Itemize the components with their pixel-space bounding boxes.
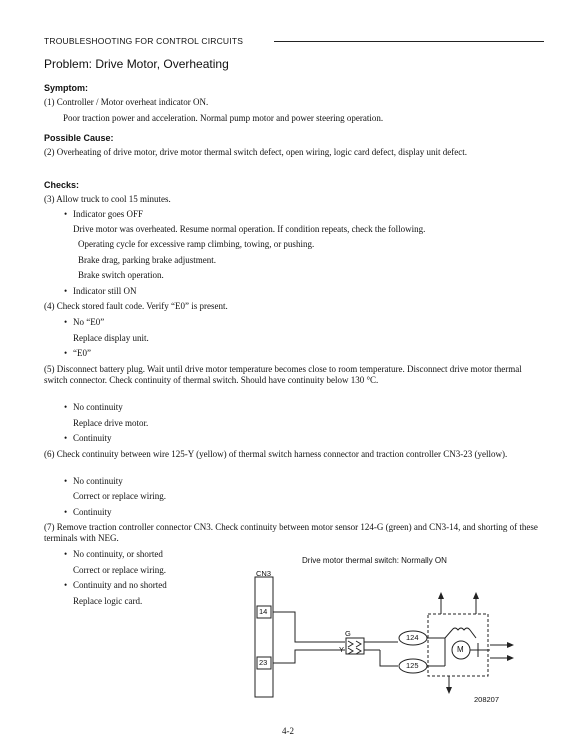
check-4-bullet-1: • No “E0”: [73, 317, 104, 328]
thermal-switch-coil: [445, 628, 476, 638]
problem-title: Problem: Drive Motor, Overheating: [44, 57, 229, 71]
symptom-label: Symptom:: [44, 83, 89, 93]
checks-label: Checks:: [44, 180, 80, 190]
diagram-caption: Drive motor thermal switch: Normally ON: [302, 556, 447, 565]
check-3-title: (3) Allow truck to cool 15 minutes.: [44, 194, 171, 204]
wire-124-green: [273, 612, 345, 642]
check-6-line-1: Correct or replace wiring.: [73, 491, 166, 501]
check-7-line-2: Replace logic card.: [73, 596, 143, 606]
check-3-line-4: Brake switch operation.: [78, 270, 164, 280]
check-6-title: (6) Check continuity between wire 125-Y (yellow) of thermal switch harness connector and traction controller CN3-23 (yellow).: [44, 449, 508, 459]
section-header: TROUBLESHOOTING FOR CONTROL CIRCUITS: [44, 36, 244, 46]
figure-number: 208207: [474, 695, 500, 704]
symptom-line-2: Poor traction power and acceleration. Normal pump motor and power steering operation.: [63, 113, 384, 123]
check-5-line-1: Replace drive motor.: [73, 418, 149, 428]
check-7-bullet-2: • Continuity and no shorted: [73, 580, 167, 591]
page-number: 4-2: [282, 726, 294, 736]
check-5-bullet-2: • Continuity: [73, 433, 112, 444]
node-125-label: 125: [406, 661, 419, 670]
check-5-title: (5) Disconnect battery plug. Wait until drive motor temperature becomes close to room temperature. Disconnect drive motor thermal switch connector. Check continuity of thermal switch. Should have continuity below 130 °C.: [44, 364, 522, 385]
check-4-bullet-2: • “E0”: [73, 348, 91, 359]
check-3-line-2: Operating cycle for excessive ramp climbing, towing, or pushing.: [78, 239, 315, 249]
check-3-bullet-1: • Indicator goes OFF: [73, 209, 143, 220]
cn3-connector-block: [255, 577, 273, 697]
cause-label: Possible Cause:: [44, 133, 114, 143]
check-5-bullet-1: • No continuity: [73, 402, 123, 413]
wire-125-yellow: [273, 650, 345, 663]
check-6-bullet-2: • Continuity: [73, 507, 112, 518]
connector-label: CN3: [256, 569, 272, 578]
check-4-title: (4) Check stored fault code. Verify “E0” is present.: [44, 301, 228, 311]
check-3-line-3: Brake drag, parking brake adjustment.: [78, 255, 216, 265]
check-7-bullet-1: • No continuity, or shorted: [73, 549, 163, 560]
check-6-bullet-1: • No continuity: [73, 476, 123, 487]
symptom-line-1: (1) Controller / Motor overheat indicator ON.: [44, 97, 209, 107]
pin-23-label: 23: [259, 658, 268, 667]
check-3-bullet-2: • Indicator still ON: [73, 286, 137, 297]
line-to-125: [380, 650, 398, 666]
check-3-line-1: Drive motor was overheated. Resume normal operation. If condition repeats, check the following.: [73, 224, 426, 234]
wire-y-label: Y: [339, 645, 345, 654]
motor-label: M: [457, 645, 464, 654]
check-4-line-1: Replace display unit.: [73, 333, 149, 343]
check-7-line-1: Correct or replace wiring.: [73, 565, 166, 575]
wire-g-label: G: [345, 629, 351, 638]
pin-14-label: 14: [259, 607, 268, 616]
cause-text: (2) Overheating of drive motor, drive motor thermal switch defect, open wiring, logic card defect, display unit defect.: [44, 147, 467, 157]
node-124-label: 124: [406, 633, 419, 642]
check-7-title: (7) Remove traction controller connector CN3. Check continuity between motor sensor 124-G (green) and CN3-14, and shorting of these terminals with NEG.: [44, 522, 538, 543]
